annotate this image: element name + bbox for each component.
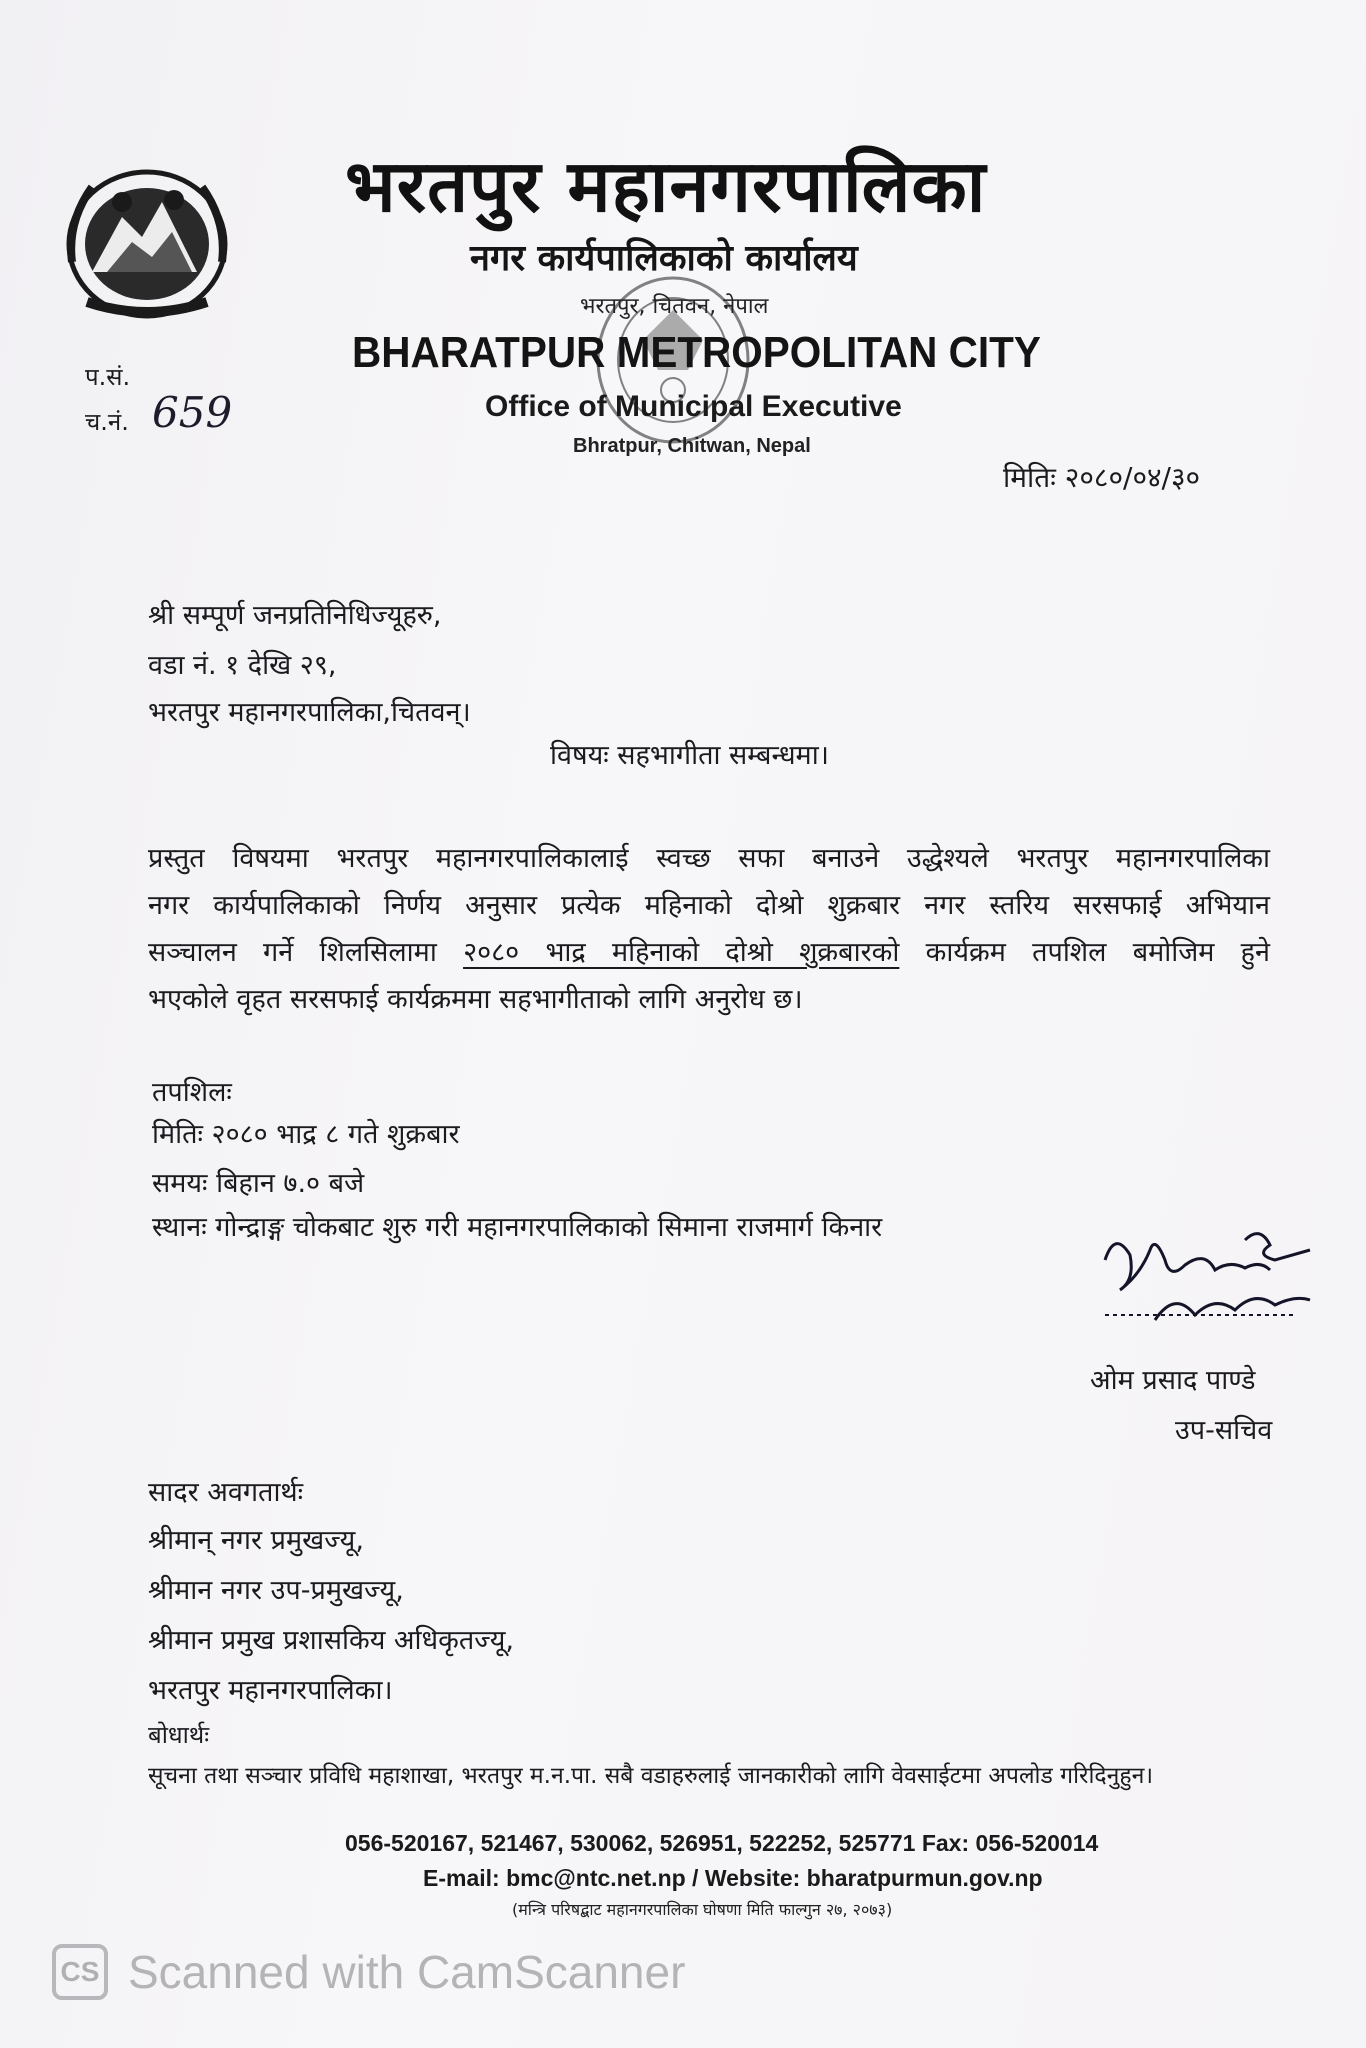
subject-line: विषयः सहभागीता सम्बन्धमा।: [550, 740, 829, 771]
cc-heading: सादर अवगतार्थः: [148, 1477, 304, 1508]
reference-cn-number: 659: [152, 388, 233, 437]
letterhead-title-nepali: भरतपुर महानगरपालिका: [345, 144, 987, 228]
details-heading: तपशिलः: [152, 1077, 232, 1108]
paragraph-line-2: नगर कार्यपालिकाको निर्णय अनुसार प्रत्येक महिनाको दोश्रो शुक्रबार नगर स्तरिय सरसफाई अभियान: [148, 890, 1270, 921]
cc-line-2: श्रीमान नगर उप-प्रमुखज्यू,: [148, 1575, 404, 1606]
paragraph-line-3-start: सञ्चालन गर्ने शिलसिलामा: [148, 937, 437, 968]
paragraph-line-4: भएकोले वृहत सरसफाई कार्यक्रममा सहभागीताको लागि अनुरोध छ।: [148, 984, 803, 1015]
letterhead-address-english: Bhratpur, Chitwan, Nepal: [573, 435, 811, 457]
cc-line-3: श्रीमान प्रमुख प्रशासकिय अधिकृतज्यू,: [148, 1625, 514, 1656]
signatory-title: उप-सचिव: [1175, 1415, 1273, 1446]
cc-line-4: भरतपुर महानगरपालिका।: [148, 1675, 393, 1706]
highlighted-program-date: २०८० भाद्र महिनाको दोश्रो शुक्रबारको: [463, 937, 900, 968]
reference-cn-label: च.नं.: [85, 408, 129, 436]
footer-email-website: E-mail: bmc@ntc.net.np / Website: bharatpurmun.gov.np: [423, 1865, 1043, 1891]
letterhead-title-english: BHARATPUR METROPOLITAN CITY: [352, 328, 1041, 377]
paragraph-line-1: प्रस्तुत विषयमा भरतपुर महानगरपालिकालाई स्वच्छ सफा बनाउने उद्धेश्यले भरतपुर महानगरपालिका: [148, 843, 1270, 874]
camscanner-text: Scanned with CamScanner: [128, 1946, 686, 1998]
info-heading: बोधार्थः: [148, 1721, 210, 1749]
camscanner-logo: CS: [52, 1944, 108, 2000]
cc-line-1: श्रीमान् नगर प्रमुखज्यू,: [148, 1525, 364, 1556]
footer-phone-fax: 056-520167, 521467, 530062, 526951, 522252, 525771 Fax: 056-520014: [345, 1830, 1099, 1856]
signatory-name: ओम प्रसाद पाण्डे: [1090, 1365, 1256, 1396]
nepal-emblem-logo: [62, 162, 232, 322]
letterhead-address-nepali: भरतपुर, चितवन, नेपाल: [580, 294, 769, 319]
addressee-line-3: भरतपुर महानगरपालिका,चितवन्।: [148, 697, 471, 728]
handwritten-signature: [1095, 1220, 1325, 1360]
details-time: समयः बिहान ७.० बजे: [152, 1168, 365, 1199]
details-place: स्थानः गोन्द्राङ्ग चोकबाट शुरु गरी महानगरपालिकाको सिमाना राजमार्ग किनार: [152, 1212, 883, 1243]
letter-date: मितिः २०८०/०४/३०: [1003, 461, 1201, 494]
reference-ps-label: प.सं.: [85, 363, 131, 391]
info-line: सूचना तथा सञ्चार प्रविधि महाशाखा, भरतपुर म.न.पा. सबै वडाहरुलाई जानकारीको लागि वेवसाईटमा अपलोड गरिदिनुहुन।: [148, 1763, 1154, 1789]
paragraph-line-3: [148, 929, 1270, 976]
paragraph-line-3-end: कार्यक्रम तपशिल बमोजिम हुने: [925, 937, 1270, 968]
letterhead-office-nepali: नगर कार्यपालिकाको कार्यालय: [470, 238, 858, 279]
addressee-line-1: श्री सम्पूर्ण जनप्रतिनिधिज्यूहरु,: [148, 600, 442, 631]
letterhead-office-english: Office of Municipal Executive: [485, 390, 902, 423]
details-date: मितिः २०८० भाद्र ८ गते शुक्रबार: [152, 1119, 460, 1150]
body-paragraph: [148, 835, 1270, 1023]
addressee-line-2: वडा नं. १ देखि २९,: [148, 650, 337, 681]
footer-declaration-note: (मन्त्रि परिषद्बाट महानगरपालिका घोषणा मिति फाल्गुन २७, २०७३): [512, 1900, 893, 1919]
camscanner-watermark: [52, 1942, 685, 2002]
